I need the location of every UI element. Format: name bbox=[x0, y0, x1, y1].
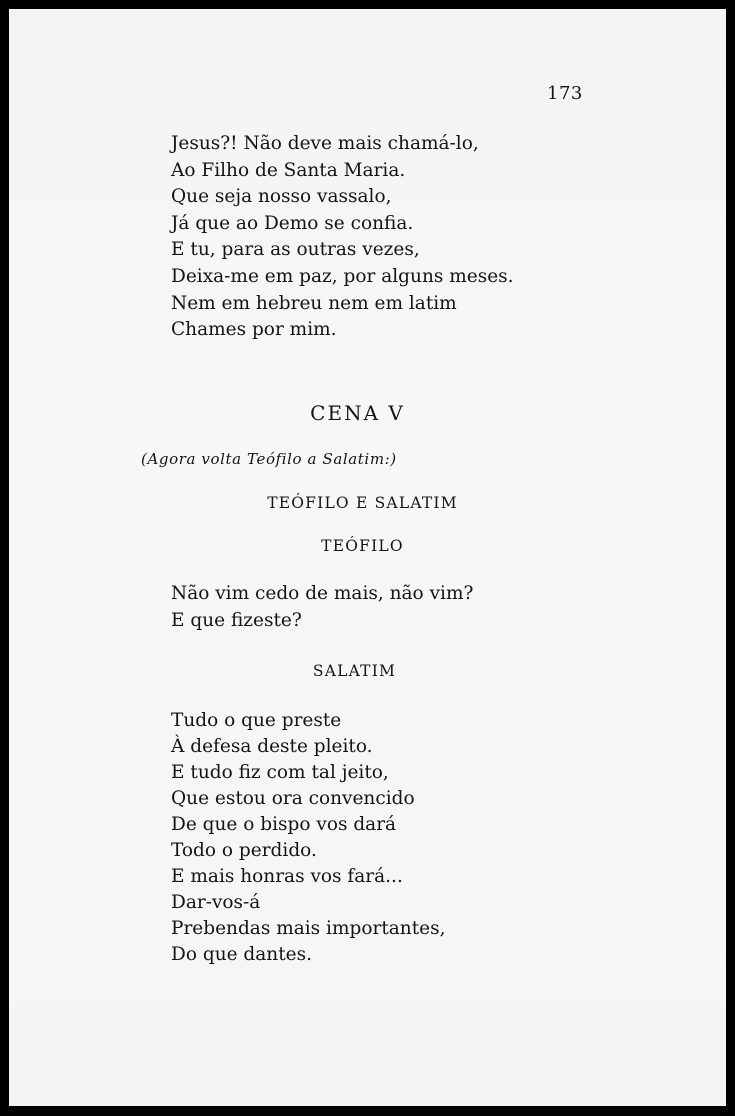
verse-line: Que seja nosso vassalo, bbox=[171, 186, 392, 208]
verse-line: E tu, para as outras vezes, bbox=[171, 239, 420, 261]
verse-line: E mais honras vos fará... bbox=[171, 866, 403, 887]
page-number: 173 bbox=[547, 83, 583, 104]
verse-line: E tudo fiz com tal jeito, bbox=[171, 762, 389, 783]
verse-line: Nem em hebreu nem em latim bbox=[171, 292, 457, 314]
verse-block-salatim bbox=[171, 708, 445, 968]
verse-line: Dar-vos-á bbox=[171, 892, 261, 913]
verse-line: Chames por mim. bbox=[171, 319, 337, 341]
verse-line: Tudo o que preste bbox=[171, 710, 342, 731]
verse-line: Do que dantes. bbox=[171, 944, 312, 965]
verse-line: Não vim cedo de mais, não vim? bbox=[171, 583, 474, 604]
verse-block-opening bbox=[171, 131, 514, 344]
verse-line: À defesa deste pleito. bbox=[171, 736, 373, 757]
verse-line: Já que ao Demo se confia. bbox=[171, 212, 414, 234]
speaker-name-teofilo: TEÓFILO bbox=[321, 537, 404, 555]
verse-line: Prebendas mais importantes, bbox=[171, 918, 446, 939]
verse-block-teofilo bbox=[171, 581, 473, 634]
verse-line: Deixa-me em paz, por alguns meses. bbox=[171, 265, 514, 287]
verse-line: De que o bispo vos dará bbox=[171, 814, 397, 835]
verse-line: Ao Filho de Santa Maria. bbox=[171, 159, 406, 181]
scene-title: CENA V bbox=[310, 401, 405, 425]
verse-line: Jesus?! Não deve mais chamá-lo, bbox=[171, 133, 479, 154]
speakers-line: TEÓFILO E SALATIM bbox=[267, 494, 458, 512]
verse-line: Que estou ora convencido bbox=[171, 788, 415, 809]
verse-line: E que fizeste? bbox=[171, 609, 302, 631]
speaker-name-salatim: SALATIM bbox=[312, 662, 397, 680]
verse-line: Todo o perdido. bbox=[171, 840, 317, 861]
stage-direction: (Agora volta Teófilo a Salatim:) bbox=[141, 450, 397, 468]
book-page bbox=[9, 9, 726, 1106]
